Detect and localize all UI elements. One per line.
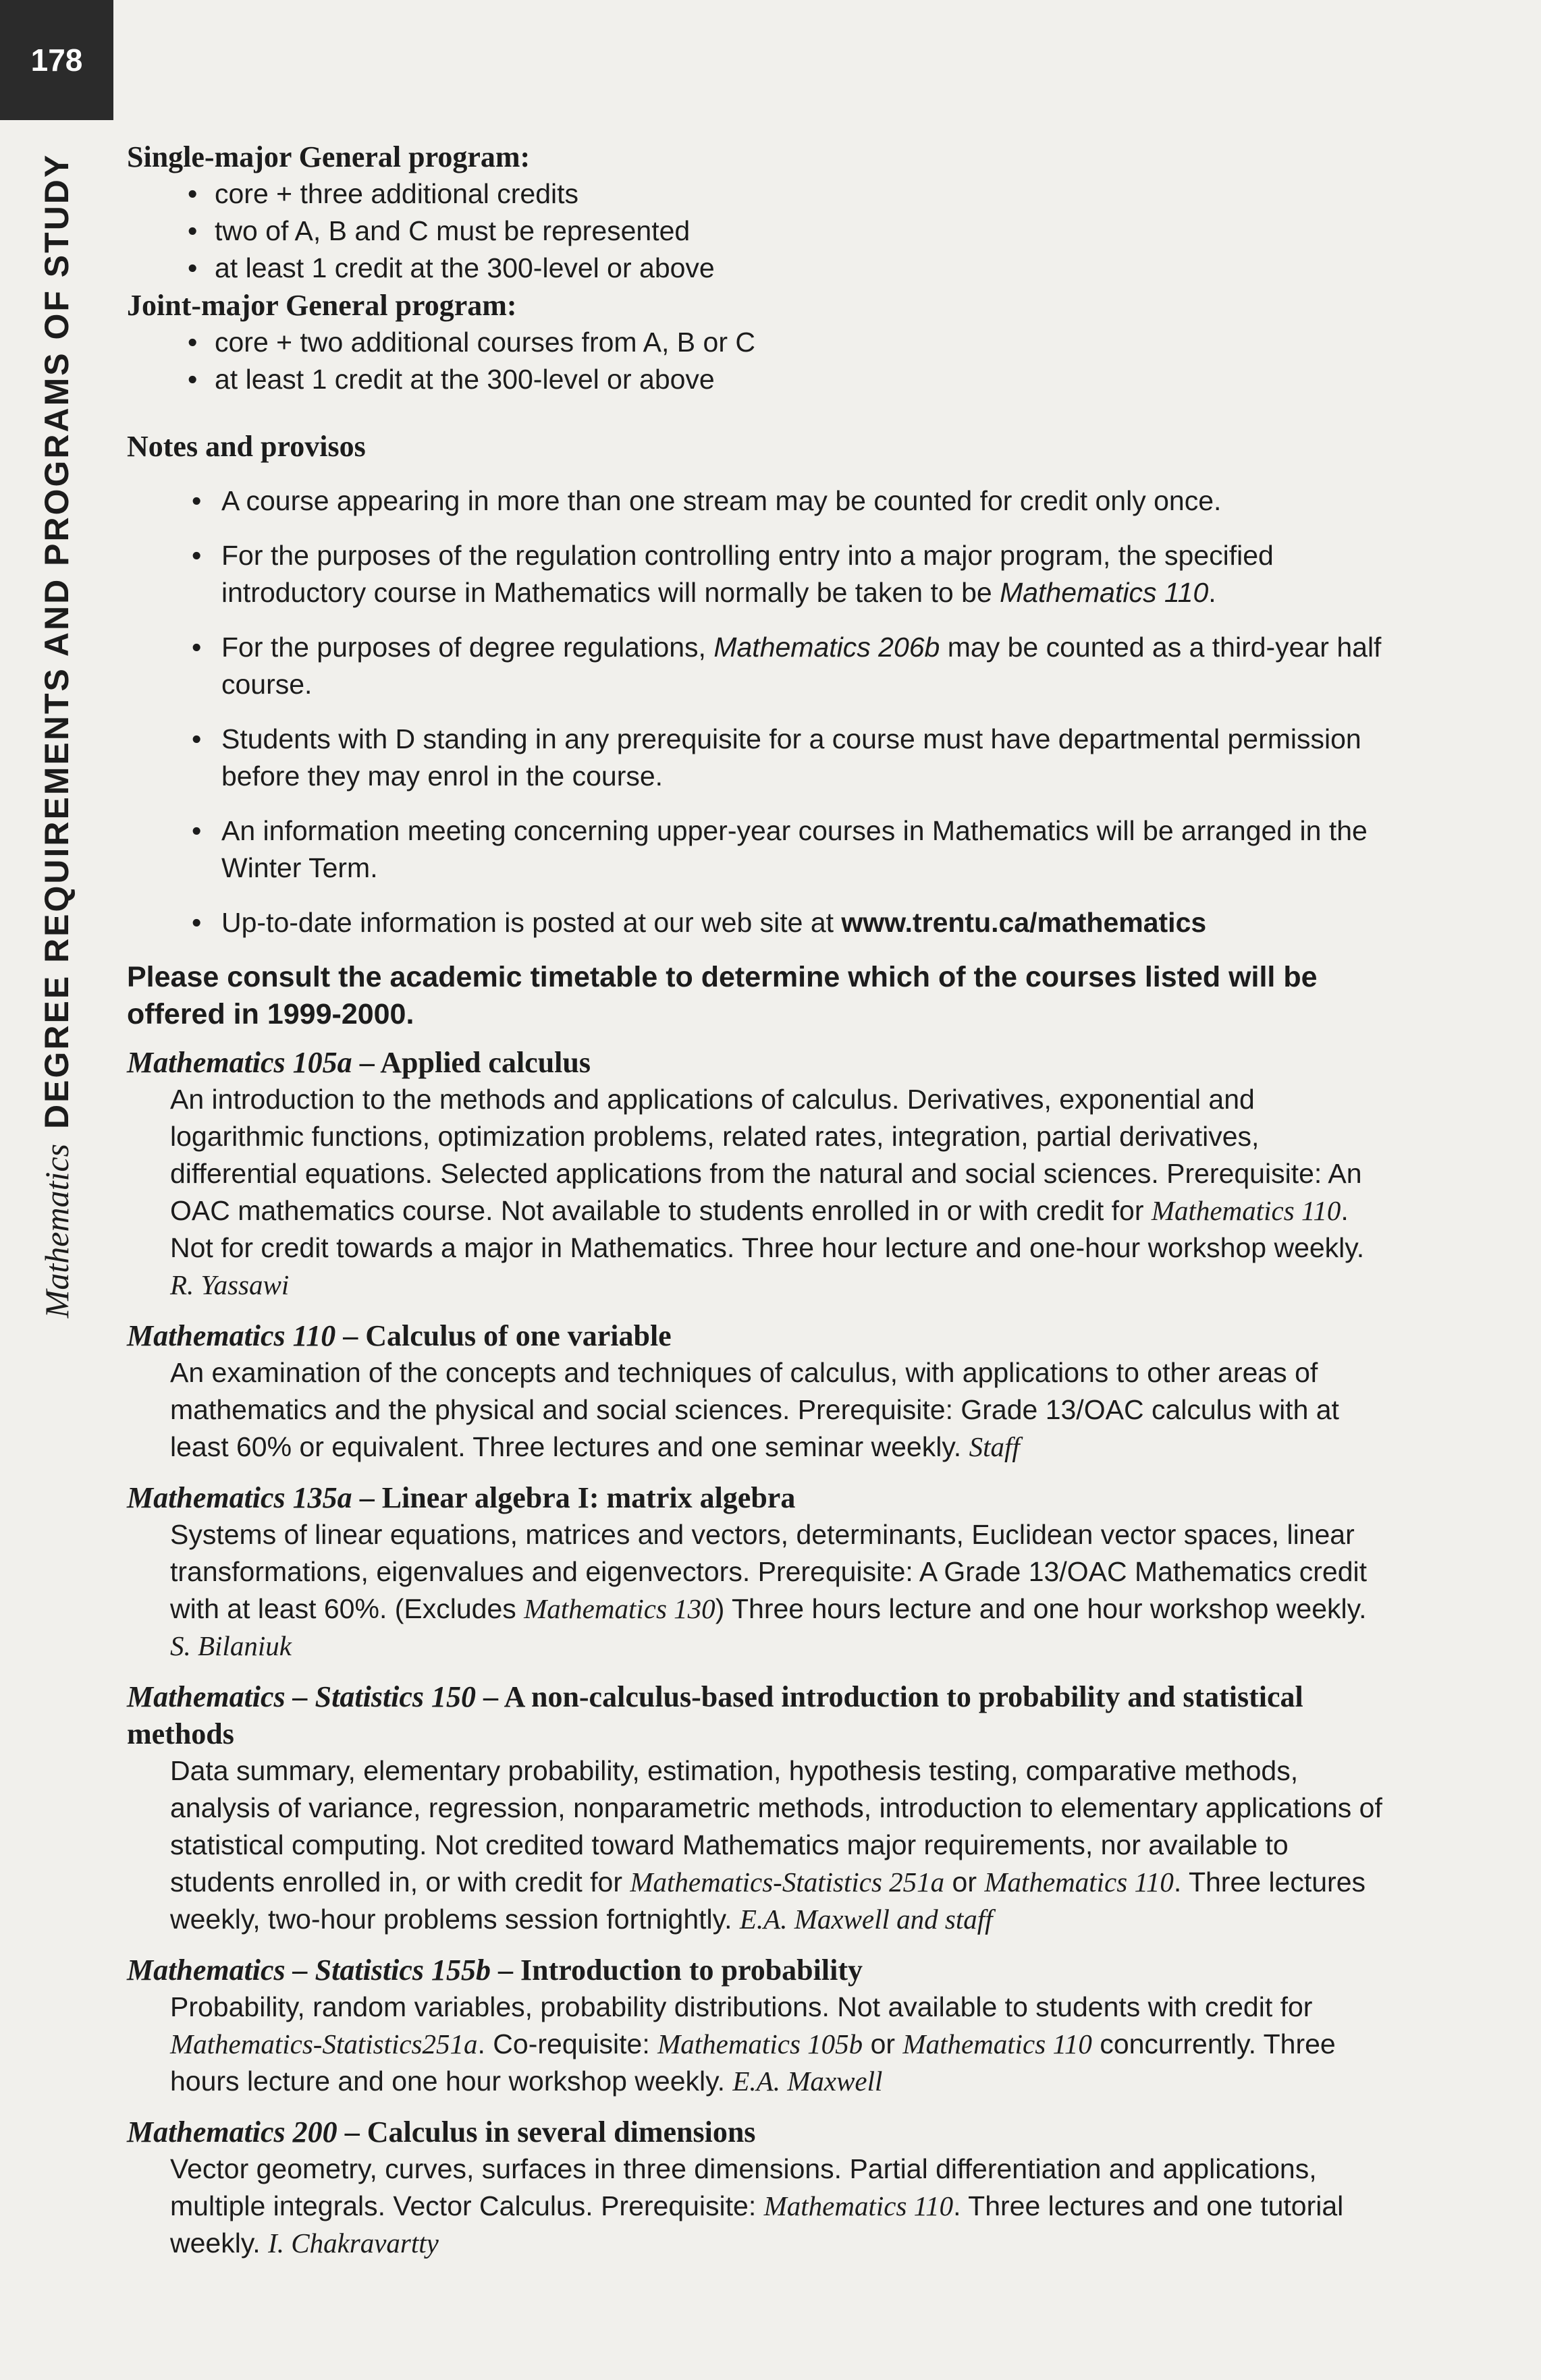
note-text: For the purposes of the regulation controlling entry into a major program, the specified introductory course in Mathematics will normally be taken to be: [221, 540, 1274, 608]
course-reference: Mathematics-Statistics 251a: [630, 1866, 945, 1898]
consult-notice: Please consult the academic timetable to determine which of the courses listed will be offered in 1999-2000.: [127, 961, 1318, 1030]
note-course-ref: Mathematics 110: [1000, 577, 1209, 608]
side-banner-section: DEGREE REQUIREMENTS AND PROGRAMS OF STUDY: [38, 153, 76, 1129]
single-major-item: • core + three additional credits: [127, 175, 1389, 213]
course-instructor: E.A. Maxwell: [732, 2066, 883, 2097]
side-banner-department: Mathematics: [38, 1143, 76, 1319]
course-description: [127, 1989, 1389, 2100]
course-code: Mathematics 135a: [127, 1481, 352, 1514]
course-name: – Introduction to probability: [491, 1954, 863, 1987]
note-item: [127, 537, 1389, 611]
single-major-section: [127, 138, 1389, 287]
course-code: Mathematics – Statistics 155b: [127, 1954, 491, 1987]
note-text: For the purposes of degree regulations,: [221, 632, 714, 663]
single-major-heading: Single-major General program:: [127, 140, 531, 173]
course-instructor: Staff: [969, 1431, 1020, 1462]
note-text: Up-to-date information is posted at our web site at: [221, 907, 842, 938]
side-banner: [0, 135, 113, 1336]
course-reference: Mathematics 130: [524, 1593, 715, 1624]
course-description-text: Probability, random variables, probability distributions. Not available to students with credit for: [170, 1991, 1313, 2022]
joint-major-section: [127, 287, 1389, 398]
course-description-text: . Three lectures and one tutorial weekly.: [170, 2190, 1344, 2259]
course-code: Mathematics 105a: [127, 1046, 352, 1079]
course-instructor: R. Yassawi: [170, 1269, 290, 1300]
course-reference: Mathematics 105b: [657, 2028, 863, 2059]
note-item: [127, 812, 1389, 887]
course-title: [127, 1678, 1389, 1752]
course-entry: [127, 1952, 1389, 2100]
course-title: [127, 1317, 1389, 1354]
course-reference: Mathematics 110: [902, 2028, 1092, 2059]
course-description: [127, 1752, 1389, 1938]
course-code: Mathematics 200: [127, 2115, 337, 2149]
course-description-text: . Co-requisite:: [477, 2028, 658, 2059]
course-reference: Mathematics 110: [984, 1866, 1174, 1898]
course-title: [127, 2113, 1389, 2151]
course-entry: [127, 1479, 1389, 1665]
course-code: Mathematics – Statistics 150: [127, 1680, 477, 1713]
course-instructor: I. Chakravartty: [268, 2227, 439, 2259]
single-major-item: • at least 1 credit at the 300-level or above: [127, 250, 1389, 287]
course-description-text: Data summary, elementary probability, estimation, hypothesis testing, comparative methods, analysis of variance, regression, nonparametric methods, introduction to elementary applications of statistical computing. Not credited toward Mathematics major requirements, nor available to students enrolled in, or with credit for: [170, 1755, 1382, 1898]
course-entry: [127, 2113, 1389, 2262]
course-entry: [127, 1317, 1389, 1466]
page-content: [127, 138, 1389, 2275]
note-item: [127, 721, 1389, 795]
course-reference: Mathematics 110: [1151, 1195, 1341, 1226]
course-name: – Linear algebra I: matrix algebra: [352, 1481, 796, 1514]
single-major-item: • two of A, B and C must be represented: [127, 213, 1389, 250]
course-list: [127, 1044, 1389, 2262]
course-description: [127, 1081, 1389, 1304]
course-description-text: Vector geometry, curves, surfaces in three dimensions. Partial differentiation and applications, multiple integrals. Vector Calculus. Prerequisite:: [170, 2153, 1317, 2221]
note-text: Students with D standing in any prerequisite for a course must have departmental permission before they may enrol in the course.: [221, 723, 1361, 792]
course-code: Mathematics 110: [127, 1319, 336, 1352]
note-text: An information meeting concerning upper-year courses in Mathematics will be arranged in the Winter Term.: [221, 815, 1368, 883]
notes-list: [127, 482, 1389, 941]
course-description-text: ) Three hours lecture and one hour workshop weekly.: [715, 1593, 1367, 1624]
course-instructor: E.A. Maxwell and staff: [739, 1904, 993, 1935]
course-name: – Applied calculus: [352, 1046, 591, 1079]
joint-major-item: • core + two additional courses from A, B or C: [127, 324, 1389, 361]
note-text: A course appearing in more than one stream may be counted for credit only once.: [221, 485, 1222, 516]
course-description-text: concurrently. Three hours lecture and one hour workshop weekly.: [170, 2028, 1336, 2097]
joint-major-item: • at least 1 credit at the 300-level or above: [127, 361, 1389, 398]
website-link[interactable]: www.trentu.ca/mathematics: [841, 907, 1207, 938]
course-name: – Calculus in several dimensions: [337, 2115, 756, 2149]
course-title: [127, 1479, 1389, 1516]
side-banner-text: [37, 153, 76, 1319]
notes-heading: Notes and provisos: [127, 430, 366, 463]
course-description: [127, 1354, 1389, 1466]
note-text-end: may be counted as a third-year half course.: [221, 632, 1382, 700]
course-name: – Calculus of one variable: [335, 1319, 672, 1352]
joint-major-heading: Joint-major General program:: [127, 289, 517, 322]
course-entry: [127, 1044, 1389, 1304]
course-description-text: . Three lectures weekly, two-hour problems session fortnightly.: [170, 1866, 1366, 1935]
course-reference: Mathematics 110: [763, 2190, 954, 2221]
course-description-text: An introduction to the methods and applications of calculus. Derivatives, exponential and logarithmic functions, optimization problems, related rates, integration, partial derivatives, differential equations. Selected applications from the natural and social sciences. Prerequisite: An OAC mathematics course. Not available to students enrolled in or with credit for: [170, 1084, 1362, 1226]
course-entry: [127, 1678, 1389, 1938]
course-description: [127, 2151, 1389, 2262]
joint-major-list: [127, 324, 1389, 398]
course-description-text: Systems of linear equations, matrices and vectors, determinants, Euclidean vector spaces, linear transformations, eigenvalues and eigenvectors. Prerequisite: A Grade 13/OAC Mathematics credit with at least 60%. (Excludes: [170, 1519, 1368, 1624]
course-reference: Mathematics-Statistics251a: [170, 2028, 478, 2059]
note-text-end: .: [1208, 577, 1216, 608]
course-name: – A non-calculus-based introduction to probability and statistical methods: [127, 1680, 1303, 1750]
single-major-list: [127, 175, 1389, 287]
note-item: [127, 904, 1389, 941]
course-description-text: or: [944, 1866, 985, 1898]
course-description: [127, 1516, 1389, 1665]
note-course-ref: Mathematics 206b: [713, 632, 940, 663]
course-description-text: An examination of the concepts and techniques of calculus, with applications to other areas of mathematics and the physical and social sciences. Prerequisite: Grade 13/OAC calculus with at least 60% or equivalent. Three lectures and one seminar weekly.: [170, 1357, 1339, 1462]
course-description-text: . Not for credit towards a major in Mathematics. Three hour lecture and one-hour workshop weekly.: [170, 1195, 1365, 1263]
course-title: [127, 1044, 1389, 1081]
page-number: 178: [0, 0, 113, 120]
course-instructor: S. Bilaniuk: [170, 1630, 292, 1661]
course-title: [127, 1952, 1389, 1989]
note-item: [127, 482, 1389, 520]
note-item: [127, 629, 1389, 703]
course-description-text: or: [863, 2028, 903, 2059]
